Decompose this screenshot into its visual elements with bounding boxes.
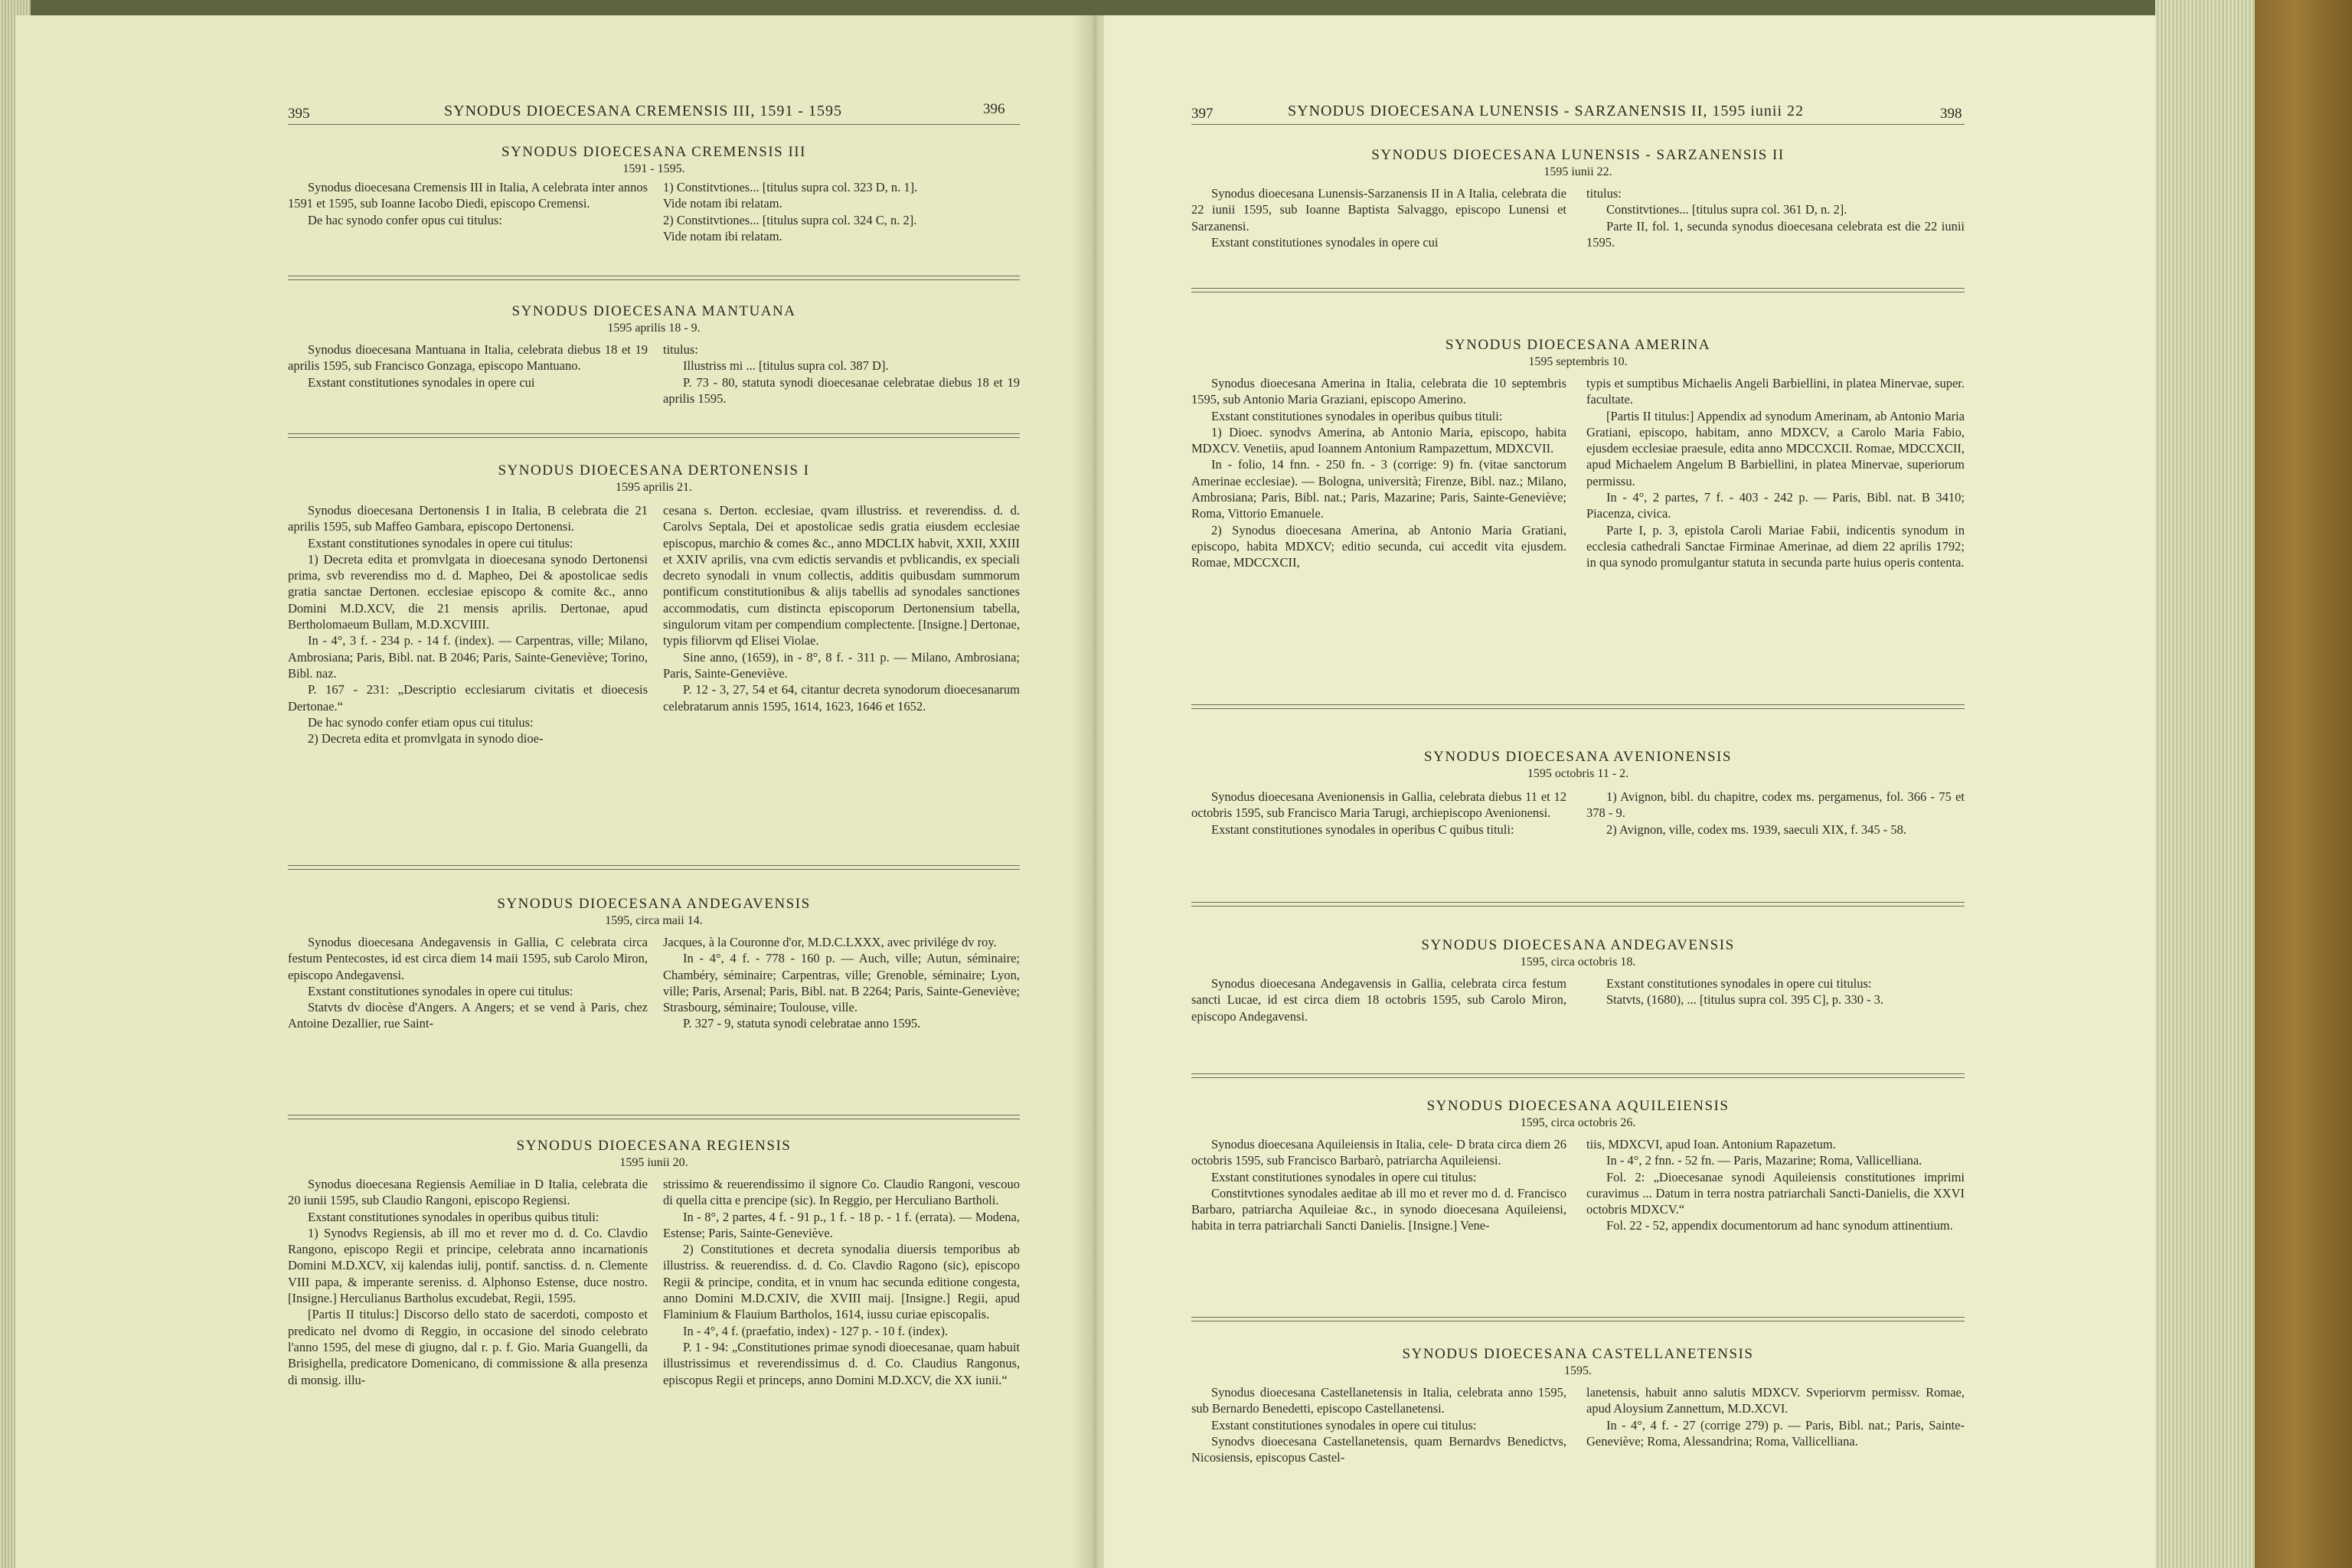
section-text-col-b: Exstant constitutiones synodales in opere cui titulus: Statvts, (1680), ... [titulus supra col. 395 C], p. 330 - 3. (1606, 976, 1884, 1008)
section-text-col-a: Synodus dioecesana Mantuana in Italia, celebrata diebus 18 et 19 aprilis 1595, sub Francisco Gonzaga, episcopo Mantuano. Exstant constitutiones synodales in opere cui (288, 342, 648, 390)
section-text-col-a: Synodus dioecesana Andegavensis in Gallia, celebrata circa festum sancti Lucae, id est circa diem 18 octobris 1595, sub Carolo Miron, episcopo Andegavensi. (1191, 976, 1566, 1024)
column-number: 397 (1191, 106, 1214, 122)
section-date: 1595 iunii 22. (1544, 165, 1612, 178)
section-date: 1595 aprilis 18 - 9. (607, 322, 701, 335)
section-date: 1595 aprilis 21. (616, 481, 692, 494)
section-text-col-a: Synodus dioecesana Castellanetensis in Italia, celebrata anno 1595, sub Bernardo Benedetti, episcopo Castellanetensi. Exstant constitutiones synodales in opere cui titulus: Synodvs dioecesana Castellanetensis, quam Bernardvs Benedictvs, Nicosiensis, episcopus Castel- (1191, 1385, 1566, 1465)
section-text-col-a: Synodus dioecesana Avenionensis in Gallia, celebrata diebus 11 et 12 octobris 1595, sub Francisco Maria Tarugi, archiepiscopo Avenionensi. Exstant constitutiones synodales in operibus C quibus tituli: (1191, 789, 1566, 837)
section-divider (288, 433, 1020, 438)
section-divider (1191, 704, 1965, 709)
section-text-col-b: lanetensis, habuit anno salutis MDXCV. Svperiorvm permissv. Romae, apud Aloysium Zannettum, M.D.XCVI. In - 4°, 4 f. - 27 (corrige 279) p. — Paris, Bibl. nat.; Paris, Sainte-Geneviève; Roma, Alessandrina; Roma, Vallicelliana. (1586, 1385, 1965, 1449)
section-divider (288, 276, 1020, 280)
section-text-col-a: Synodus dioecesana Cremensis III in Italia, A celebrata inter annos 1591 et 1595, sub Ioanne Iacobo Diedi, episcopo Cremensi. De hac synodo confer opus cui titulus: (288, 180, 648, 227)
section-title: SYNODUS DIOECESANA CASTELLANETENSIS (1402, 1346, 1754, 1362)
section-text-col-b: cesana s. Derton. ecclesiae, qvam illustriss. et reverendiss. d. d. Carolvs Septala, Dei et apostolicae sedis gratia eiusdem ecclesiae episcopus, marchio & comes &c., anno MDCLIX habvit, XXII, XXIII et XXIV aprilis, vna cvm edictis servandis et pvblicandis, ex speciali decreto synodali in vnum collectis, additis quibusdam summorum pontificum constitutionibus & alijs tabellis ad synodales sanctiones accommodatis, cum distincta episcoporum Dertonensium tabella, singulorum vitam per compendium complectente. [Insigne.] Dertonae, typis filiorvm qd Elisei Violae. Sine anno, (1659), in - 8°, 8 f. - 311 p. — Milano, Ambrosiana; Paris, Sainte-Geneviève. P. 12 - 3, 27, 54 et 64, citantur decreta synodorum dioecesanarum celebratarum annis 1595, 1614, 1623, 1646 et 1652. (663, 503, 1020, 714)
section-text-col-b: titulus: Constitvtiones... [titulus supra col. 361 D, n. 2]. Parte II, fol. 1, secunda synodus dioecesana celebrata est die 22 iunii 1595. (1586, 186, 1965, 250)
column-number: 395 (288, 106, 310, 122)
column-number: 398 (1940, 106, 1962, 122)
section-title: SYNODUS DIOECESANA CREMENSIS III (501, 144, 806, 160)
section-title: SYNODUS DIOECESANA DERTONENSIS I (498, 462, 810, 479)
header-rule (288, 124, 1020, 125)
section-divider (288, 865, 1020, 870)
book-cover-edge (2255, 0, 2352, 1568)
page-edges-right (2155, 0, 2255, 1568)
section-date: 1595 septembris 10. (1528, 355, 1628, 368)
section-text-col-a: Synodus dioecesana Lunensis-Sarzanensis II in A Italia, celebrata die 22 iunii 1595, sub Ioanne Baptista Salvaggo, episcopo Lunensi et Sarzanensi. Exstant constitutiones synodales in opere cui (1191, 186, 1566, 250)
section-divider (1191, 1317, 1965, 1321)
column-number: 396 (983, 101, 1005, 117)
section-date: 1595. (1564, 1364, 1592, 1377)
section-title: SYNODUS DIOECESANA LUNENSIS - SARZANENSIS II (1371, 147, 1785, 163)
section-text-col-a: Synodus dioecesana Dertonensis I in Italia, B celebrata die 21 aprilis 1595, sub Maffeo Gambara, episcopo Dertonensi. Exstant constitutiones synodales in opere cui titulus: 1) Decreta edita et promvlgata in dioecesana synodo Dertonensi prima, svb reverendiss mo d. d. Mapheo, Dei & apostolicae sedis gratia sanctae Dertonen. ecclesiae episcopo & comite &c., anno Domini M.D.XCV, die 21 mensis aprilis. Dertonae, apud Bertholomaeum Bullam, M.D.XCVIIII. In - 4°, 3 f. - 234 p. - 14 f. (index). — Carpentras, ville; Milano, Ambrosiana; Paris, Bibl. nat. B 2046; Paris, Sainte-Geneviève; Torino, Bibl. naz. P. 167 - 231: „Descriptio ecclesiarum civitatis et dioecesis Dertonae.“ De hac synodo confer etiam opus cui titulus: 2) Decreta edita et promvlgata in synodo dioe- (288, 503, 648, 746)
section-date: 1595, circa maii 14. (605, 914, 703, 927)
section-text-col-a: Synodus dioecesana Andegavensis in Gallia, C celebrata circa festum Pentecostes, id est circa diem 14 maii 1595, sub Carolo Miron, episcopo Andegavensi. Exstant constitutiones synodales in opere cui titulus: Statvts dv diocèse d'Angers. A Angers; et se vend à Paris, chez Antoine Dezallier, rue Saint- (288, 935, 648, 1031)
section-divider (1191, 902, 1965, 906)
running-head: SYNODUS DIOECESANA LUNENSIS - SARZANENSIS II, 1595 iunii 22 (1288, 103, 1805, 119)
section-text-col-b: typis et sumptibus Michaelis Angeli Barbiellini, in platea Minervae, super. facultate. [Partis II titulus:] Appendix ad synodum Amerinam, ab Antonio Maria Gratiani, episcopo, habitam, anno MDXCV, a Carolo Maria Fabio, ejusdem ecclesiae praesule, edita anno MDCCXCII. Romae, MDCCXCII, apud Michaelem Angelum B Barbiellini, in platea Minervae, superiorum permissu. In - 4°, 2 partes, 7 f. - 403 - 242 p. — Paris, Bibl. nat. B 3410; Piacenza, civica. Parte I, p. 3, epistola Caroli Mariae Fabii, indicentis synodum in ecclesia cathedrali Sanctae Firminae Amerinae, ad diem 22 aprilis 1792; in qua synodo promulgantur statuta in secunda parte huius operis contenta. (1586, 376, 1965, 570)
section-title: SYNODUS DIOECESANA AMERINA (1445, 337, 1711, 353)
section-title: SYNODUS DIOECESANA ANDEGAVENSIS (1421, 937, 1735, 953)
section-title: SYNODUS DIOECESANA MANTUANA (511, 303, 796, 319)
header-rule (1191, 124, 1965, 125)
section-date: 1595, circa octobris 26. (1520, 1116, 1636, 1129)
running-head: SYNODUS DIOECESANA CREMENSIS III, 1591 - 1595 (444, 103, 843, 119)
section-text-col-b: 1) Avignon, bibl. du chapitre, codex ms. pergamenus, fol. 366 - 75 et 378 - 9. 2) Avignon, ville, codex ms. 1939, saeculi XIX, f. 345 - 58. (1586, 789, 1965, 837)
section-text-col-a: Synodus dioecesana Regiensis Aemiliae in D Italia, celebrata die 20 iunii 1595, sub Claudio Rangoni, episcopo Regiensi. Exstant constitutiones synodales in operibus quibus tituli: 1) Synodvs Regiensis, ab ill mo et rever mo d. d. Co. Clavdio Rangono, episcopo Regii et principe, celebrata anno incarnationis Domini M.D.XCV, xij kalendas iulij, pontif. sanctiss. d. n. Clemente VIII papa, & imperante sereniss. d. Alphonso Estense, duce nostro. [Insigne.] Herculianus Bartholus excudebat, Regii, 1595. [Partis II titulus:] Discorso dello stato de sacerdoti, composto et predicato nel dvomo di Reggio, in occasione del sinodo celebrato l'anno 1595, del mese di giugno, dal r. p. f. Gio. Maria Guangelli, da Brisighella, predicatore Domenicano, di commissione & alla presenza di monsig. illu- (288, 1177, 648, 1387)
section-date: 1595, circa octobris 18. (1520, 956, 1636, 969)
section-text-col-b: titulus: Illustriss mi ... [titulus supra col. 387 D]. P. 73 - 80, statuta synodi dioecesanae celebratae diebus 18 et 19 aprilis 1595. (663, 342, 1020, 406)
section-divider (1191, 1073, 1965, 1078)
section-text-col-b: strissimo & reuerendissimo il signore Co. Claudio Rangoni, vescouo di quella citta e prencipe (sic). In Reggio, per Herculiano Bartholi. In - 8°, 2 partes, 4 f. - 91 p., 1 f. - 18 p. - 1 f. (errata). — Modena, Estense; Paris, Sainte-Geneviève. 2) Constitutiones et decreta synodalia diuersis temporibus ab illustriss. & reuerendiss. d. d. Co. Clavdio Ragono (sic), episcopo Regii & principe, condita, et in vnum hac secunda editione congesta, anno Domini M.D.CXIV, die XVIII maij. [Insigne.] Regii, apud Flaminium & Flauium Bartholos, 1614, iussu curiae episcopalis. In - 4°, 4 f. (praefatio, index) - 127 p. - 10 f. (index). P. 1 - 94: „Constitutiones primae synodi dioecesanae, quam habuit illustrissimus et reverendissimus d. d. Co. Claudius Rangonus, episcopus Regii et princeps, anno Domini M.D.XCV, die XX iunii.“ (663, 1177, 1020, 1387)
section-text-col-a: Synodus dioecesana Amerina in Italia, celebrata die 10 septembris 1595, sub Antonio Maria Graziani, episcopo Amerino. Exstant constitutiones synodales in operibus quibus tituli: 1) Dioec. synodvs Amerina, ab Antonio Maria, episcopo, habita MDXCV. Venetiis, apud Ioannem Antonium Rampazettum, MDXCVII. In - folio, 14 fnn. - 250 fn. - 3 (corrige: 9) fn. (vitae sanctorum Amerinae ecclesiae). — Bologna, università; Firenze, Bibl. naz.; Milano, Ambrosiana; Paris, Bibl. nat.; Paris, Mazarine; Paris, Sainte-Geneviève; Roma, Vittorio Emanuele. 2) Synodus dioecesana Amerina, ab Antonio Maria Gratiani, episcopo, habita MDXCV; editio secunda, cui accedit vita ejusdem. Romae, MDCCXCII, (1191, 376, 1566, 570)
section-divider (288, 1115, 1020, 1119)
section-date: 1595 octobris 11 - 2. (1527, 767, 1629, 780)
left-page (15, 15, 1087, 1568)
section-text-col-b: 1) Constitvtiones... [titulus supra col. 323 D, n. 1]. Vide notam ibi relatam. 2) Constitvtiones... [titulus supra col. 324 C, n. 2]. Vide notam ibi relatam. (663, 180, 918, 243)
section-title: SYNODUS DIOECESANA ANDEGAVENSIS (497, 896, 811, 912)
section-date: 1591 - 1595. (622, 162, 685, 175)
section-title: SYNODUS DIOECESANA REGIENSIS (516, 1138, 792, 1154)
section-title: SYNODUS DIOECESANA AQUILEIENSIS (1426, 1098, 1730, 1114)
section-divider (1191, 288, 1965, 292)
section-text-col-b: tiis, MDXCVI, apud Ioan. Antonium Rapazetum. In - 4°, 2 fnn. - 52 fn. — Paris, Mazarine; Roma, Vallicelliana. Fol. 2: „Dioecesanae synodi Aquileiensis constitutiones imprimi curavimus ... Datum in terra nostra patriarchali Sancti-Danielis, die XXVI octobris MDXCV.“ Fol. 22 - 52, appendix documentorum ad hanc synodum attinentium. (1586, 1137, 1965, 1233)
section-text-col-a: Synodus dioecesana Aquileiensis in Italia, cele- D brata circa diem 26 octobris 1595, sub Francisco Barbarò, patriarcha Aquileiensi. Exstant constitutiones synodales in opere cui titulus: Constitvtiones synodales aeditae ab ill mo et rever mo d. d. Francisco Barbaro, patriarcha Aquileiae &c., in synodo dioecesana Aquileiensi, habita in terra patriarchali Sancti Danielis. [Insigne.] Vene- (1191, 1137, 1566, 1233)
section-title: SYNODUS DIOECESANA AVENIONENSIS (1424, 749, 1732, 765)
section-date: 1595 iunii 20. (619, 1156, 688, 1169)
section-text-col-b: Jacques, à la Couronne d'or, M.D.C.LXXX, avec privilége dv roy. In - 4°, 4 f. - 778 - 160 p. — Auch, ville; Autun, séminaire; Chambéry, séminaire; Carpentras, ville; Grenoble, séminaire; Lyon, ville; Paris, Arsenal; Paris, Bibl. nat. B 2264; Paris, Sainte-Geneviève; Strasbourg, séminaire; Toulouse, ville. P. 327 - 9, statuta synodi celebratae anno 1595. (663, 935, 1020, 1031)
right-page (1104, 15, 2159, 1568)
